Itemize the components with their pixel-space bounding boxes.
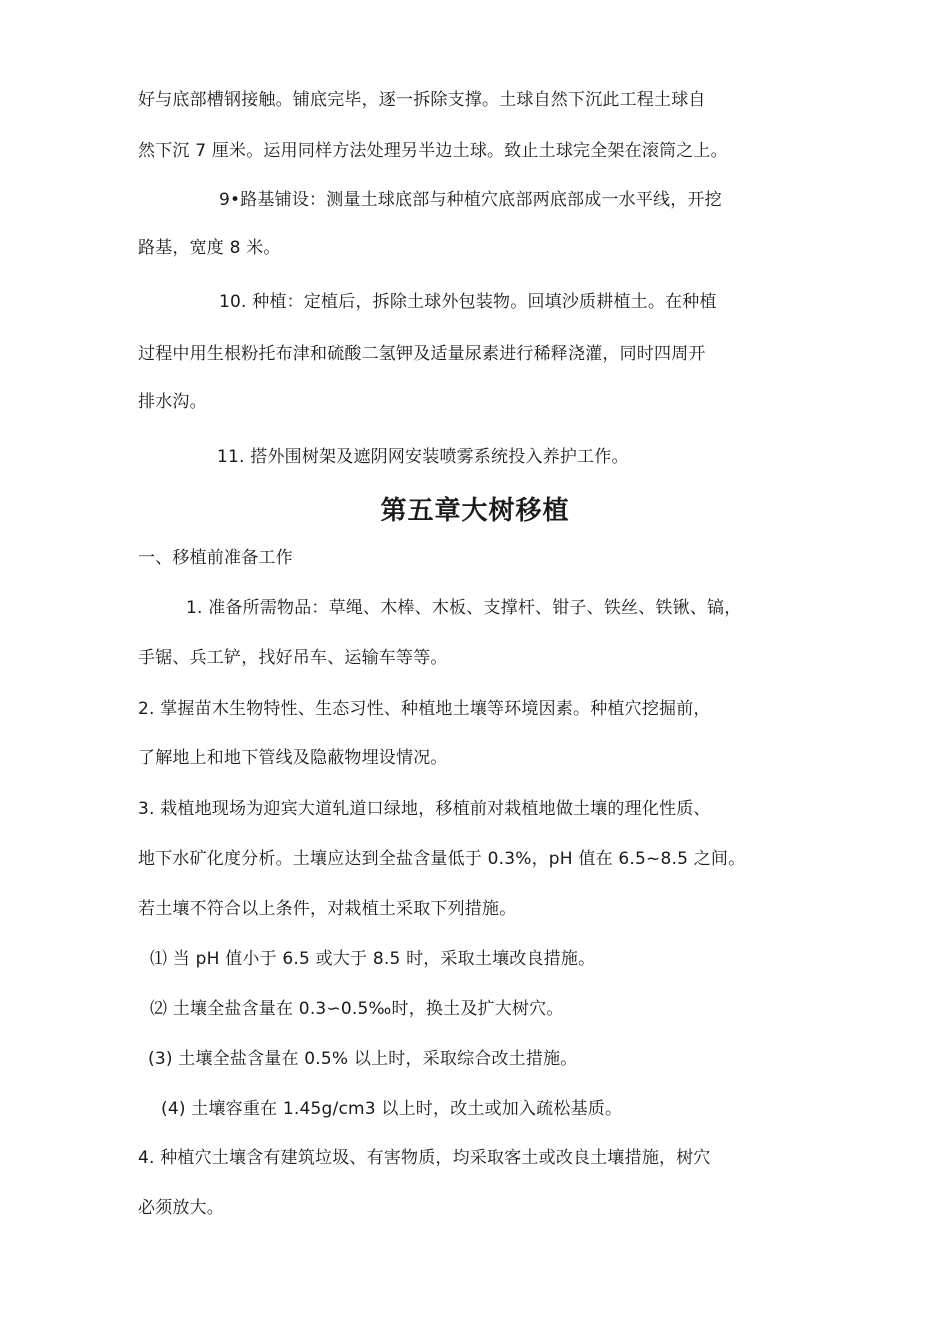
list-item: 3. 栽植地现场为迎宾大道轧道口绿地，移植前对栽植地做土壤的理化性质、: [138, 799, 711, 819]
list-item: (3) 土壤全盐含量在 0.5% 以上时，采取综合改土措施。: [148, 1049, 578, 1069]
list-item: 地下水矿化度分析。土壤应达到全盐含量低于 0.3%，pH 值在 6.5~8.5 之间。: [138, 849, 746, 869]
body-line: 然下沉 7 厘米。运用同样方法处理另半边土球。致止土球完全架在滚筒之上。: [138, 141, 728, 161]
body-line: 10. 种植：定植后，拆除土球外包装物。回填沙质耕植土。在种植: [219, 292, 717, 312]
list-item: 必须放大。: [138, 1198, 224, 1218]
body-line: 过程中用生根粉托布津和硫酸二氢钾及适量尿素进行稀释浇灌，同时四周开: [138, 344, 706, 364]
body-line: 排水沟。: [138, 392, 207, 412]
body-line: 好与底部槽钢接触。铺底完毕，逐一拆除支撑。土球自然下沉此工程土球自: [138, 90, 706, 110]
body-line: 11. 搭外围树架及遮阴网安装喷雾系统投入养护工作。: [217, 447, 629, 467]
chapter-title: 第五章大树移植: [380, 496, 570, 526]
body-line: 9•路基铺设：测量土球底部与种植穴底部两底部成一水平线，开挖: [219, 190, 722, 210]
list-item: ⑴ 当 pH 值小于 6.5 或大于 8.5 时，采取土壤改良措施。: [150, 949, 596, 969]
section-heading: 一、移植前准备工作: [138, 548, 293, 568]
list-item: 2. 掌握苗木生物特性、生态习性、种植地土壤等环境因素。种植穴挖掘前，: [138, 699, 711, 719]
list-item: 手锯、兵工铲，找好吊车、运输车等等。: [138, 648, 448, 668]
list-item: (4) 土壤容重在 1.45g/cm3 以上时，改土或加入疏松基质。: [161, 1099, 623, 1119]
body-line: 路基，宽度 8 米。: [138, 238, 281, 258]
list-item: 了解地上和地下管线及隐蔽物埋设情况。: [138, 748, 448, 768]
list-item: 1. 准备所需物品：草绳、木棒、木板、支撑杆、钳子、铁丝、铁锹、镐，: [186, 598, 742, 618]
list-item: ⑵ 土壤全盐含量在 0.3∽0.5‰时，换土及扩大树穴。: [150, 999, 564, 1019]
list-item: 若土壤不符合以上条件，对栽植土采取下列措施。: [138, 899, 517, 919]
list-item: 4. 种植穴土壤含有建筑垃圾、有害物质，均采取客土或改良土壤措施，树穴: [138, 1148, 711, 1168]
